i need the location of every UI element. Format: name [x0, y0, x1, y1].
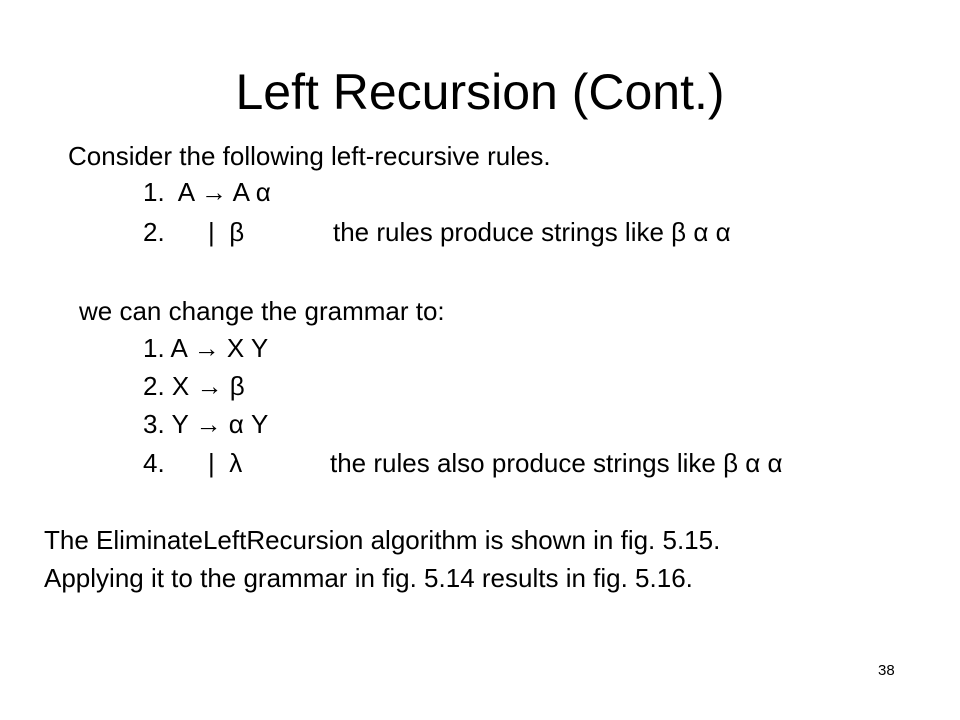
- footer-line-1: The EliminateLeftRecursion algorithm is shown in fig. 5.15.: [44, 525, 721, 555]
- new-rule-3: 3. Y → α Y: [143, 409, 269, 439]
- new-rule-4: 4. | λ: [143, 448, 243, 478]
- change-intro-text: we can change the grammar to:: [79, 296, 445, 326]
- new-rule-4-note: the rules also produce strings like β α α: [330, 448, 783, 478]
- slide-title: Left Recursion (Cont.): [235, 64, 725, 120]
- page-number: 38: [878, 662, 895, 679]
- rule-1: 1. A → A α: [143, 177, 271, 207]
- intro-text: Consider the following left-recursive rules.: [68, 141, 551, 171]
- new-rule-2: 2. X → β: [143, 371, 245, 401]
- footer-line-2: Applying it to the grammar in fig. 5.14 results in fig. 5.16.: [44, 563, 693, 593]
- rule-2: 2. | β: [143, 217, 245, 247]
- rule-2-note: the rules produce strings like β α α: [333, 217, 731, 247]
- new-rule-1: 1. A → X Y: [143, 333, 269, 363]
